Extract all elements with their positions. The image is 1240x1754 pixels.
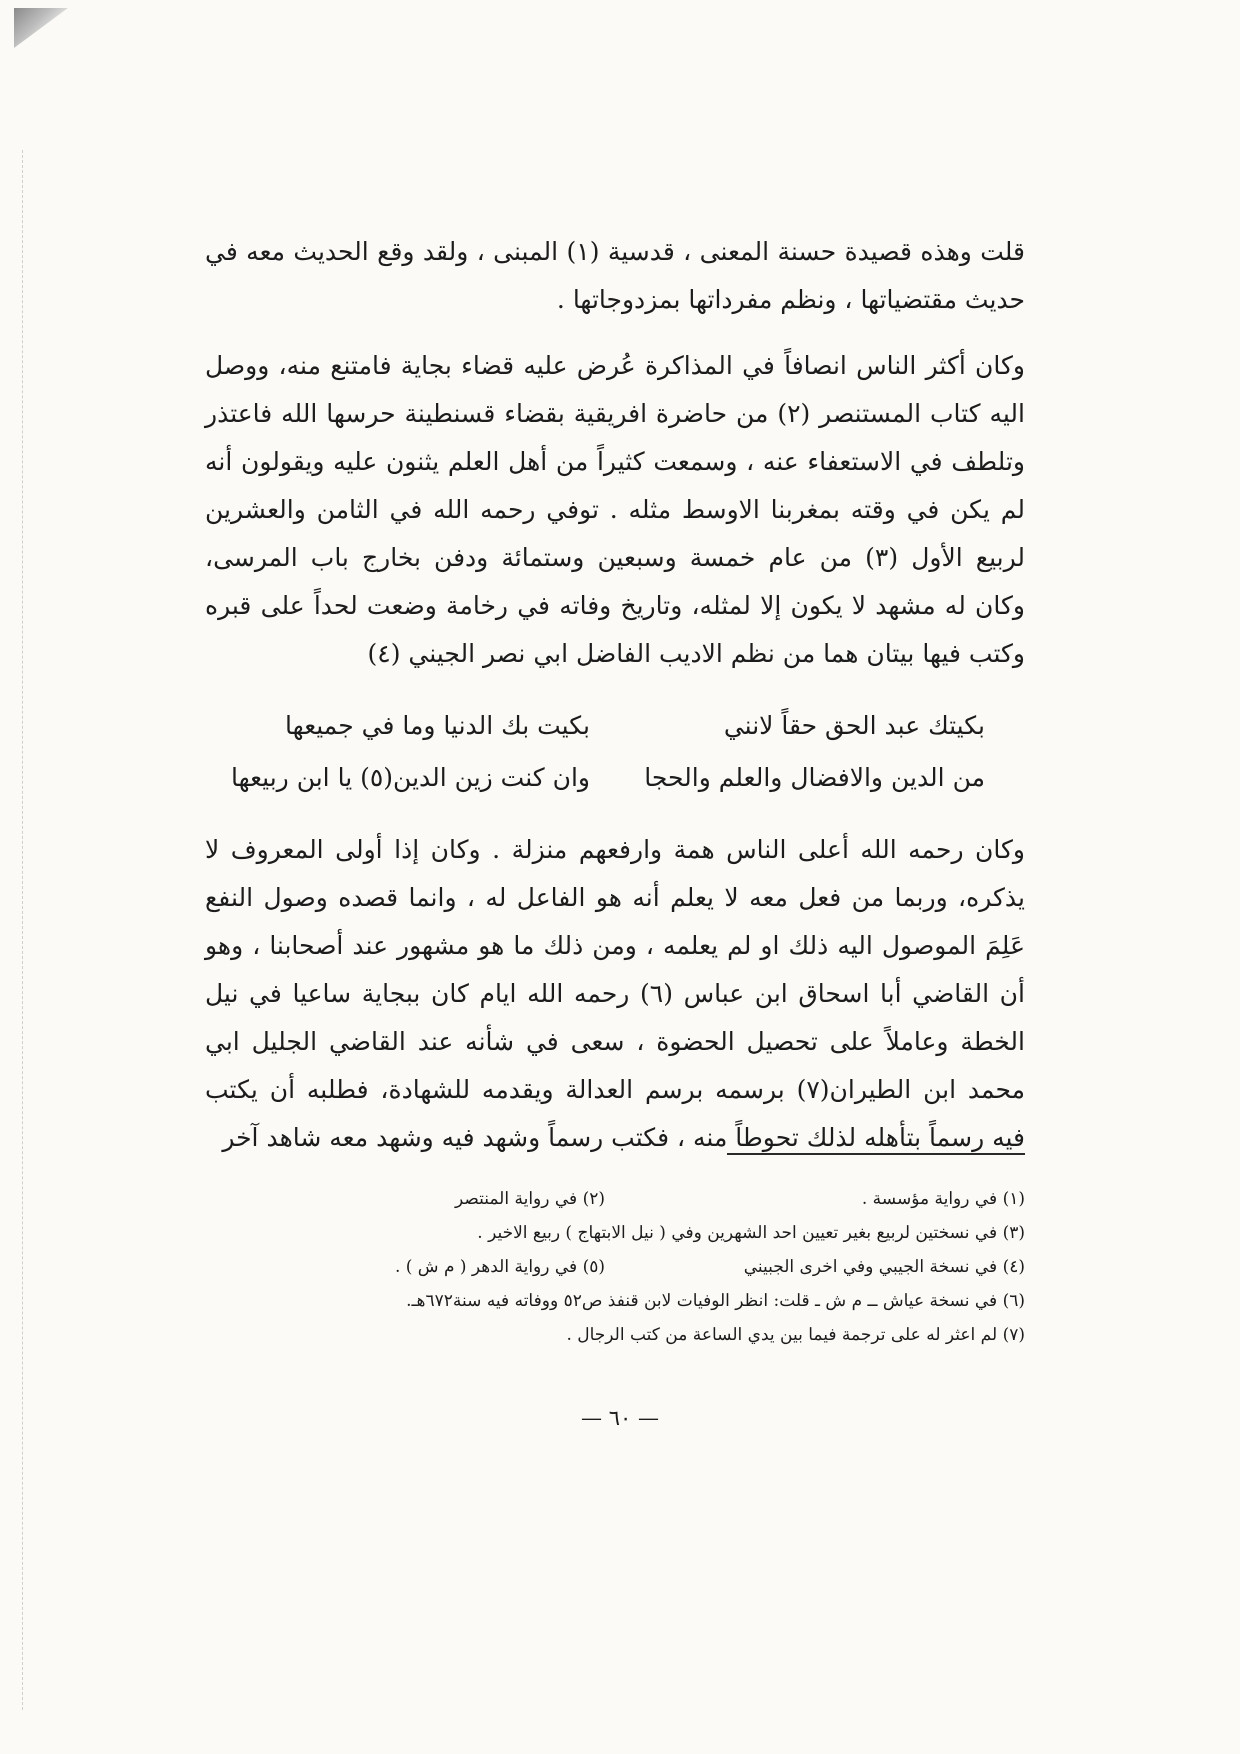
verse-2-first-hemistich: من الدين والافضال والعلم والحجا	[644, 763, 985, 792]
footnote-row-3	[205, 1250, 1025, 1284]
scan-left-edge	[22, 150, 24, 1710]
footnote-separator	[727, 1153, 1025, 1155]
paragraph-1: قلت وهذه قصيدة حسنة المعنى ، قدسية (١) المبنى ، ولقد وقع الحديث معه في حديث مقتضياتها ، ونظم مفرداتها بمزدوجاتها .	[205, 237, 1025, 314]
paragraph-3: وكان رحمه الله أعلى الناس همة وارفعهم منزلة . وكان إذا أولى المعروف لا يذكره، وربما من فعل معه لا يعلم أنه هو الفاعل له ، وانما قصده وصول النفع عَلِمَ الموصول اليه ذلك او لم يعلمه ، ومن ذلك ما هو مشهور عند أصحابنا ، وهو أن القاضي أبا اسحاق ابن عباس (٦) رحمه الله ايام كان ببجاية ساعيا في نيل الخطة وعاملاً على تحصيل الحضوة ، سعى في شأنه عند القاضي الجليل ابي محمد ابن الطيران(٧) برسمه برسم العدالة ويقدمه للشهادة، فطلبه أن يكتب فيه رسماً بتأهله لذلك تحوطاً منه ، فكتب رسماً وشهد فيه وشهد معه شاهد آخر	[205, 835, 1025, 1152]
verse-line-2	[205, 752, 985, 804]
footnote-row-4	[205, 1284, 1025, 1318]
page-number: — ٦٠ —	[581, 1406, 659, 1430]
footnote-2: (٢) في رواية المنتصر	[454, 1189, 605, 1209]
footnote-row-2	[205, 1216, 1025, 1250]
footnote-5: (٥) في رواية الدهر ( م ش ) .	[394, 1257, 605, 1277]
footnotes	[205, 1182, 1025, 1352]
verse-2-second-hemistich: وان كنت زين الدين(٥) يا ابن ربيعها	[230, 763, 590, 792]
footnote-4: (٤) في نسخة الجيبي وفي اخرى الجبيني	[743, 1257, 1025, 1277]
footnote-7: (٧) لم اعثر له على ترجمة فيما بين يدي الساعة من كتب الرجال .	[566, 1325, 1025, 1345]
verse-1-second-hemistich: بكيت بك الدنيا وما في جميعها	[285, 711, 590, 740]
footnote-3: (٣) في نسختين لربيع بغير تعيين احد الشهرين وفي ( نيل الابتهاج ) ربيع الاخير .	[477, 1223, 1025, 1243]
footnote-row-5	[205, 1318, 1025, 1352]
scan-corner-mark	[14, 8, 68, 48]
footnote-row-1	[205, 1182, 1025, 1216]
paragraph-2: وكان أكثر الناس انصافاً في المذاكرة عُرض عليه قضاء بجاية فامتنع منه، ووصل اليه كتاب المستنصر (٢) من حاضرة افريقية بقضاء قسنطينة حرسها الله فاعتذر وتلطف في الاستعفاء عنه ، وسمعت كثيراً من أهل العلم يثنون عليه ويقولون أنه لم يكن في وقته بمغربنا الاوسط مثله . توفي رحمه الله في الثامن والعشرين لربيع الأول (٣) من عام خمسة وسبعين وستمائة ودفن بخارج باب المرسى، وكان له مشهد لا يكون إلا لمثله، وتاريخ وفاته في رخامة وضعت لحداً على قبره وكتب فيها بيتان هما من نظم الاديب الفاضل ابي نصر الجيني (٤)	[205, 351, 1026, 668]
poem-verses	[205, 700, 1025, 804]
verse-line-1	[205, 700, 985, 752]
footnote-6: (٦) في نسخة عياش ــ م ش ـ قلت: انظر الوفيات لابن قنفذ ص٥٢ ووفاته فيه سنة٦٧٢هـ.	[406, 1291, 1025, 1311]
verse-1-first-hemistich: بكيتك عبد الحق حقاً لانني	[723, 711, 985, 740]
footnote-1: (١) في رواية مؤسسة .	[861, 1189, 1025, 1209]
main-text	[205, 228, 1025, 1162]
